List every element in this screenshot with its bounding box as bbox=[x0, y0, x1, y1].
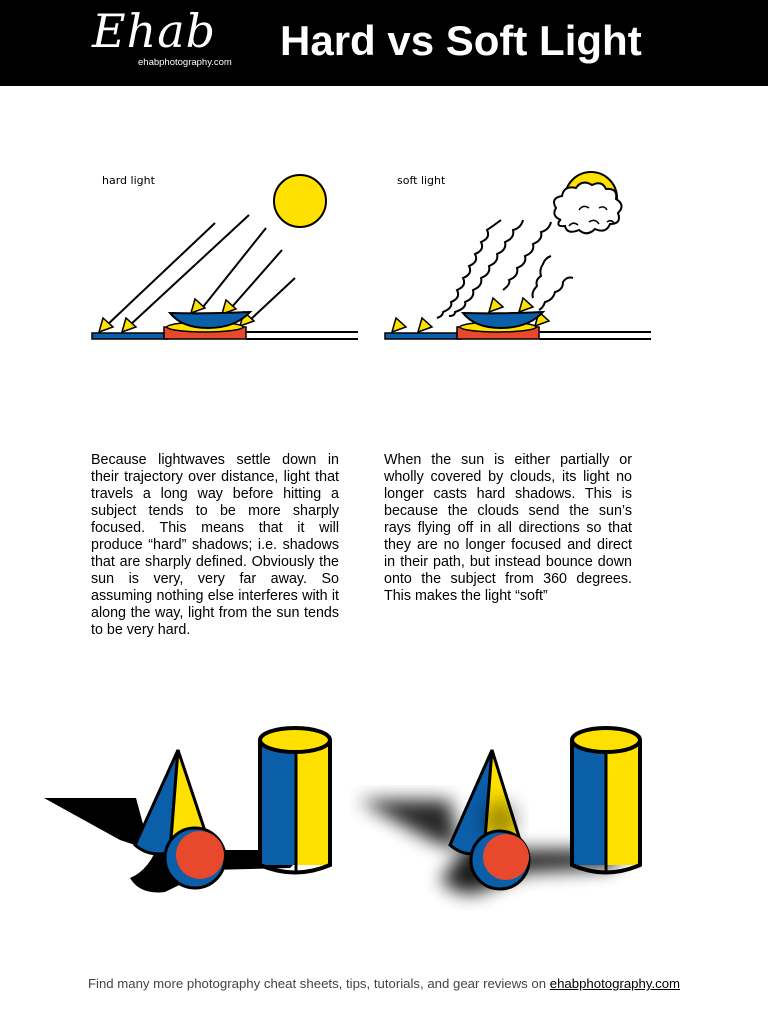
diffuse-ray bbox=[533, 256, 552, 298]
footer bbox=[0, 976, 768, 991]
sun-icon bbox=[274, 175, 326, 227]
light-ray bbox=[231, 250, 282, 308]
page-title: Hard vs Soft Light bbox=[280, 17, 642, 64]
sphere-object bbox=[165, 828, 225, 888]
ray-arrowhead bbox=[418, 318, 432, 332]
hard-light-description: Because lightwaves settle down in their trajectory over distance, light that travels a long way before hitting a subject tends to be more sharply focused. This means that it will produce “hard” shadows; i.e. shadows that are sharply defined. Obviously the sun is very, very far away. So assuming nothing else interferes with it along the way, light from the sun tends to be very hard. bbox=[91, 452, 339, 638]
diffuse-ray bbox=[539, 278, 573, 311]
cone-shadow bbox=[44, 798, 150, 850]
diffuse-ray bbox=[449, 220, 523, 316]
sphere-object bbox=[471, 831, 529, 889]
cloud-icon bbox=[554, 183, 622, 234]
shadow-strip bbox=[385, 333, 461, 339]
ray-arrowhead bbox=[489, 298, 503, 312]
logo[interactable]: Ehab bbox=[92, 4, 217, 58]
cylinder-object bbox=[572, 728, 640, 873]
header-bar bbox=[0, 0, 768, 86]
light-ray bbox=[203, 228, 266, 307]
soft-light-caption: soft light bbox=[397, 174, 446, 187]
footer-link[interactable]: ehabphotography.com bbox=[549, 976, 681, 991]
hard-light-diagram bbox=[90, 160, 360, 350]
shadow-strip bbox=[92, 333, 168, 339]
diffuse-ray bbox=[503, 222, 551, 290]
light-ray bbox=[250, 278, 295, 320]
logo-url[interactable]: ehabphotography.com bbox=[138, 57, 232, 68]
footer-text: Find many more photography cheat sheets, tips, tutorials, and gear reviews on bbox=[87, 976, 550, 991]
soft-light-scene bbox=[350, 700, 660, 910]
ray-arrowhead bbox=[191, 299, 205, 313]
ray-arrowhead bbox=[519, 298, 533, 312]
soft-light-diagram bbox=[383, 160, 653, 350]
ray-arrowhead bbox=[122, 318, 136, 332]
hard-light-caption: hard light bbox=[102, 174, 155, 187]
cylinder-object bbox=[260, 728, 330, 873]
soft-light-description: When the sun is either partially or wholly covered by clouds, its light no longer casts hard shadows. This is because the clouds send the sun’s rays flying off in all directions so that they are no longer focused and direct in their path, but instead bounce down onto the subject from 360 degrees. This makes the light “soft” bbox=[384, 452, 632, 604]
ray-arrowhead bbox=[392, 318, 406, 332]
hard-light-scene bbox=[40, 700, 340, 910]
soft-cone-shadow bbox=[358, 800, 460, 850]
